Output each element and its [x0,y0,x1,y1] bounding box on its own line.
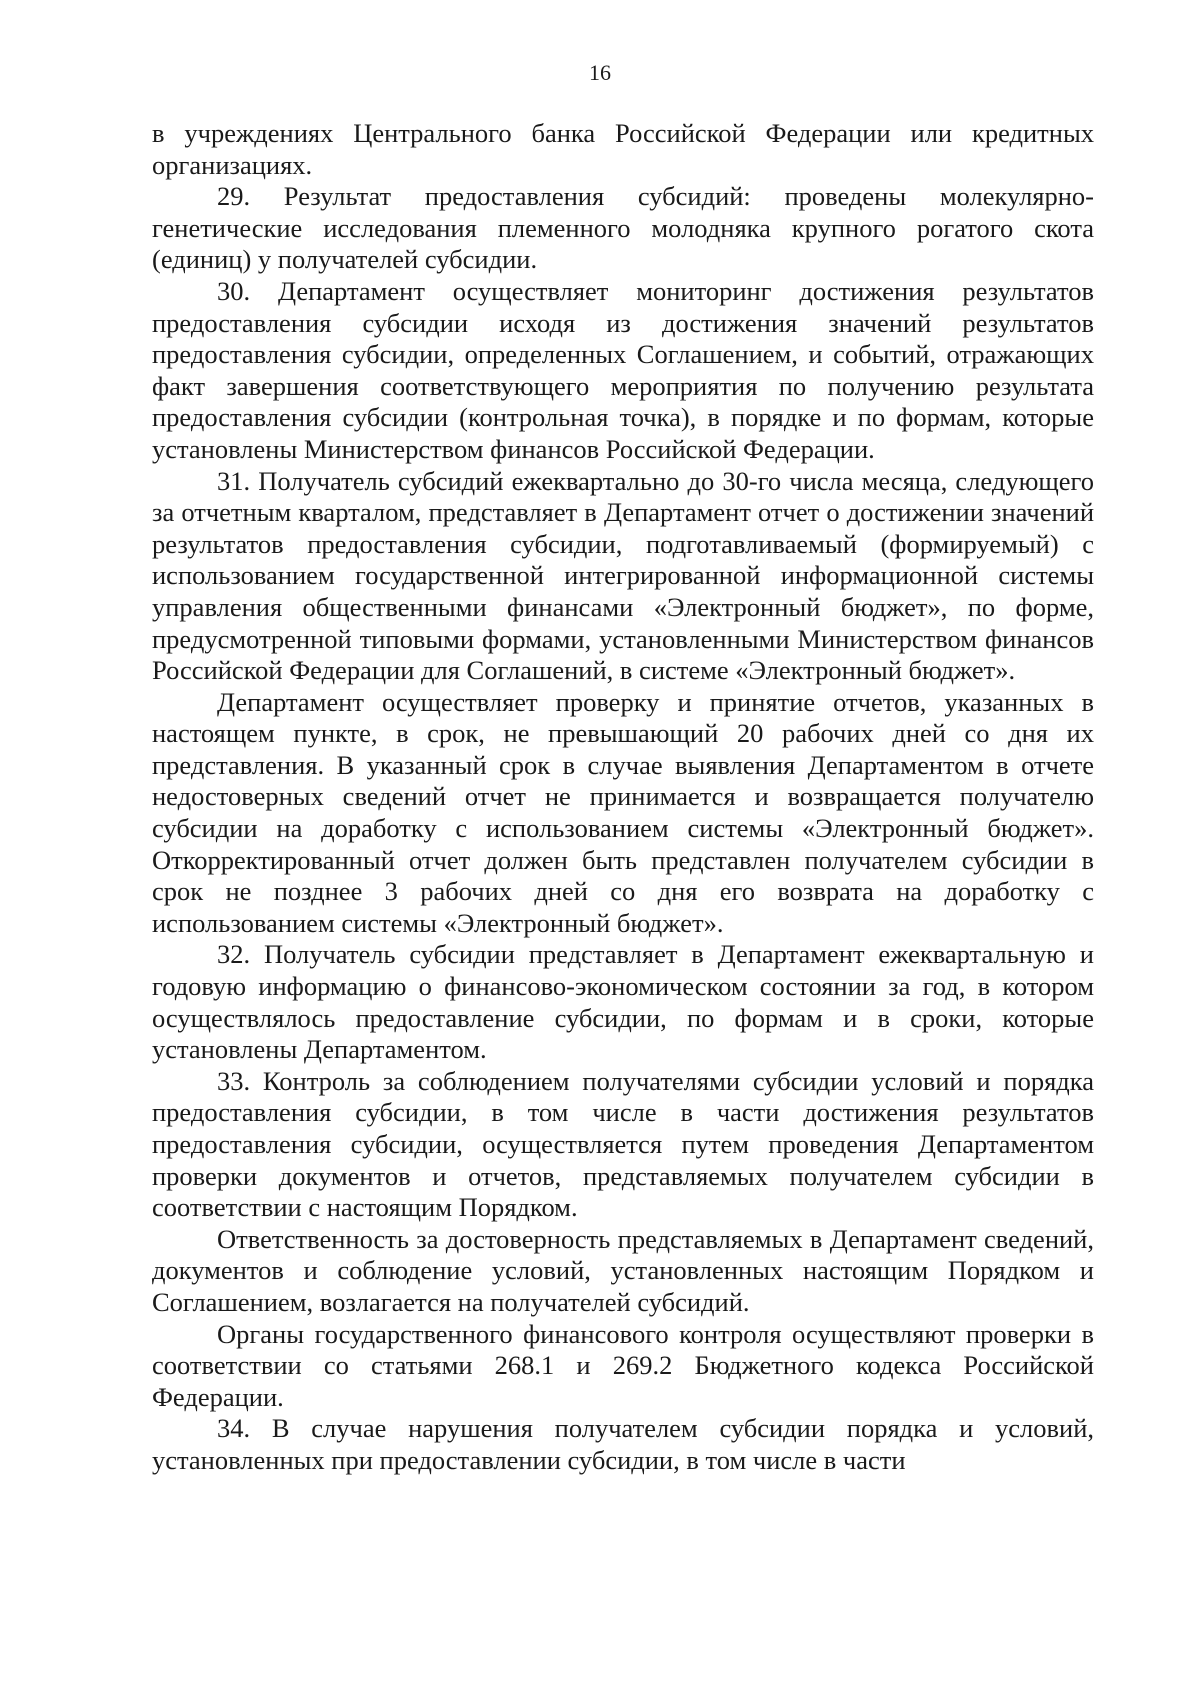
document-body [152,118,1094,1477]
page-number: 16 [589,60,611,85]
paragraph-34: 34. В случае нарушения получателем субсидии порядка и условий, установленных при предоставлении субсидии, в том числе в части [152,1413,1094,1475]
paragraph-29: 29. Результат предоставления субсидий: проведены молекулярно-генетические исследования племенного молодняка крупного рогатого скота (единиц) у получателей субсидии. [152,181,1094,275]
paragraph-32: 32. Получатель субсидии представляет в Департамент ежеквартальную и годовую информацию о финансово-экономическом состоянии за год, в котором осуществлялось предоставление субсидии, по формам и в сроки, которые установлены Департаментом. [152,939,1094,1065]
paragraph-33-responsibility: Ответственность за достоверность представляемых в Департамент сведений, документов и соблюдение условий, установленных настоящим Порядком и Соглашением, возлагается на получателей субсидий. [152,1223,1094,1317]
paragraph-continuation: в учреждениях Центрального банка Российской Федерации или кредитных организациях. [152,118,1094,180]
paragraph-30: 30. Департамент осуществляет мониторинг достижения результатов предоставления субсидии исходя из достижения значений результатов предоставления субсидии, определенных Соглашением, и событий, отражающих факт завершения соответствующего мероприятия по получению результата предоставления субсидии (контрольная точка), в порядке и по формам, которые установлены Министерством финансов Российской Федерации. [152,275,1094,464]
paragraph-31: 31. Получатель субсидий ежеквартально до 30-го числа месяца, следующего за отчетным кварталом, представляет в Департамент отчет о достижении значений результатов предоставления субсидии, подготавливаемый (формируемый) с использованием государственной интегрированной информационной системы управления общественными финансами «Электронный бюджет», по форме, предусмотренной типовыми формами, установленными Министерством финансов Российской Федерации для Соглашений, в системе «Электронный бюджет». [152,465,1094,686]
paragraph-31-review: Департамент осуществляет проверку и принятие отчетов, указанных в настоящем пункте, в срок, не превышающий 20 рабочих дней со дня их представления. В указанный срок в случае выявления Департаментом в отчете недостоверных сведений отчет не принимается и возвращается получателю субсидии на доработку с использованием системы «Электронный бюджет». Откорректированный отчет должен быть представлен получателем субсидии в срок не позднее 3 рабочих дней со дня его возврата на доработку с использованием системы «Электронный бюджет». [152,686,1094,938]
paragraph-33-control-bodies: Органы государственного финансового контроля осуществляют проверки в соответствии со статьями 268.1 и 269.2 Бюджетного кодекса Российской Федерации. [152,1318,1094,1412]
paragraph-33: 33. Контроль за соблюдением получателями субсидии условий и порядка предоставления субсидии, в том числе в части достижения результатов предоставления субсидии, осуществляется путем проведения Департаментом проверки документов и отчетов, представляемых получателем субсидии в соответствии с настоящим Порядком. [152,1065,1094,1223]
